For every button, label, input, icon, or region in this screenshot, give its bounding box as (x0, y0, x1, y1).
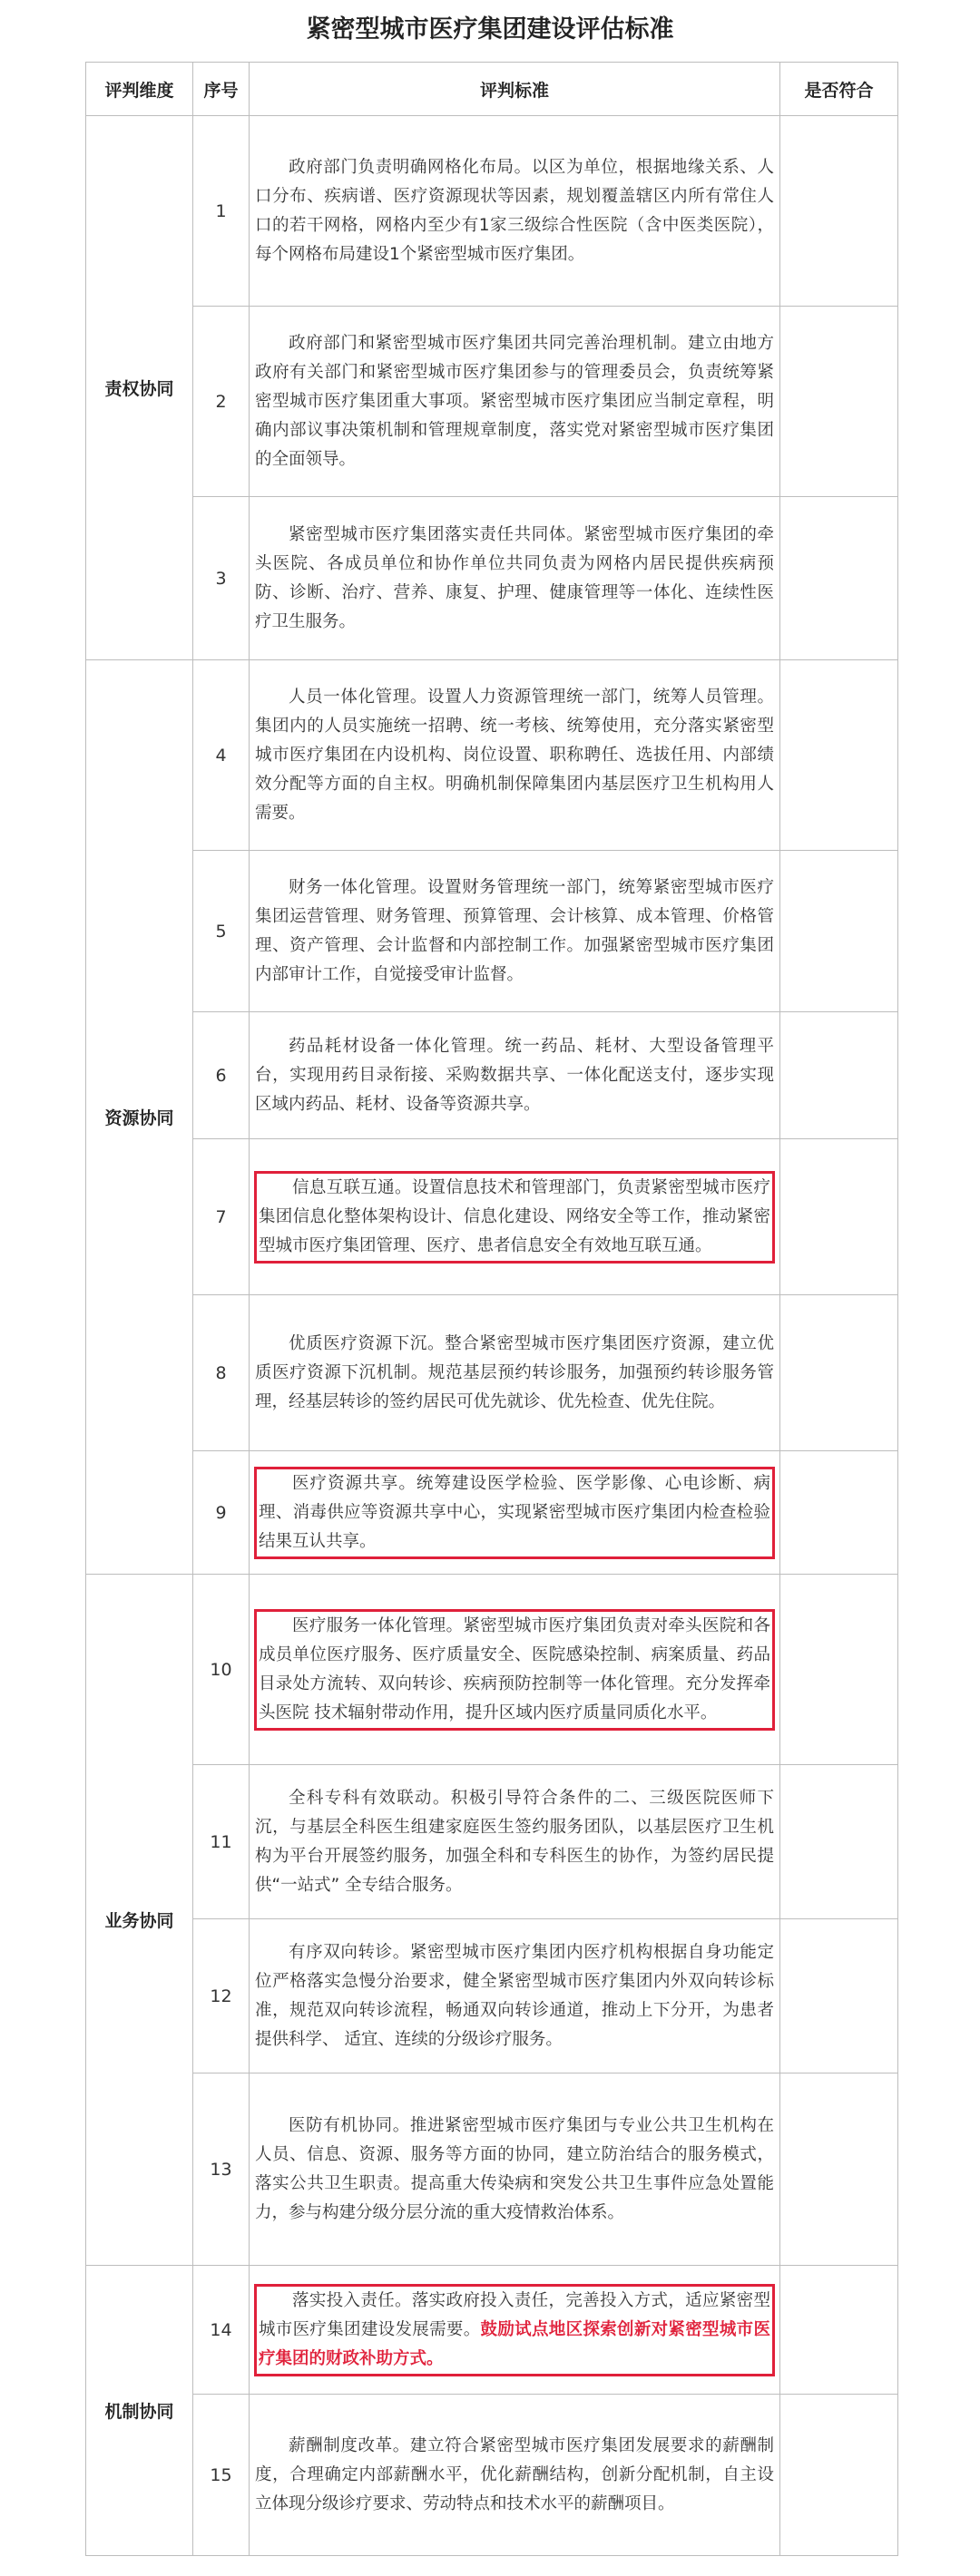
criteria-cell-highlighted (250, 1139, 780, 1295)
criteria-cell-highlighted (250, 1575, 780, 1765)
conform-cell[interactable] (780, 1451, 898, 1575)
row-number-cell: 12 (193, 1919, 250, 2073)
criteria-cell (250, 1919, 780, 2073)
conform-cell[interactable] (780, 2073, 898, 2266)
header-no: 序号 (193, 63, 250, 116)
criteria-text-block (255, 329, 774, 474)
conform-cell[interactable] (780, 2395, 898, 2556)
conform-cell[interactable] (780, 497, 898, 660)
dimension-cell: 责权协同 (86, 116, 193, 660)
table-row (86, 307, 898, 497)
criteria-cell (250, 1295, 780, 1451)
criteria-text-block (255, 521, 774, 637)
row-number-cell: 14 (193, 2266, 250, 2395)
row-number-cell: 5 (193, 851, 250, 1012)
conform-cell[interactable] (780, 851, 898, 1012)
table-row (86, 660, 898, 851)
table-row (86, 1012, 898, 1139)
criteria-text: 全科专科有效联动。积极引导符合条件的二、三级医院医师下沉，与基层全科医生组建家庭医生签约服务团队，以基层医疗卫生机构为平台开展签约服务，加强全科和专科医生的协作，为签约居民提供“一站式” 全专结合服务。 (255, 1788, 774, 1895)
criteria-cell (250, 851, 780, 1012)
criteria-cell (250, 2395, 780, 2556)
criteria-cell-highlighted (250, 1451, 780, 1575)
table-header-row (86, 63, 898, 116)
highlight-box (255, 1172, 774, 1263)
row-number-cell: 15 (193, 2395, 250, 2556)
conform-cell[interactable] (780, 660, 898, 851)
conform-cell[interactable] (780, 1295, 898, 1451)
highlight-box (255, 1610, 774, 1730)
criteria-text-block (255, 873, 774, 990)
criteria-text-block (255, 2432, 774, 2519)
table-row (86, 1765, 898, 1919)
criteria-cell (250, 307, 780, 497)
table-row (86, 2395, 898, 2556)
row-number-cell: 4 (193, 660, 250, 851)
header-criteria: 评判标准 (250, 63, 780, 116)
criteria-text: 政府部门负责明确网格化布局。以区为单位，根据地缘关系、人口分布、疾病谱、医疗资源现状等因素，规划覆盖辖区内所有常住人口的若干网格，网格内至少有1家三级综合性医院（含中医类医院），每个网格布局建设1个紧密型城市医疗集团。 (255, 157, 774, 264)
criteria-text: 药品耗材设备一体化管理。统一药品、耗材、大型设备管理平台，实现用药目录衔接、采购数据共享、一体化配送支付，逐步实现区域内药品、耗材、设备等资源共享。 (255, 1036, 774, 1114)
table-row (86, 116, 898, 307)
criteria-text: 薪酬制度改革。建立符合紧密型城市医疗集团发展要求的薪酬制度，合理确定内部薪酬水平，优化薪酬结构，创新分配机制，自主设立体现分级诊疗要求、劳动特点和技术水平的薪酬项目。 (255, 2435, 774, 2513)
criteria-cell (250, 2073, 780, 2266)
criteria-text: 政府部门和紧密型城市医疗集团共同完善治理机制。建立由地方政府有关部门和紧密型城市医疗集团参与的管理委员会，负责统筹紧密型城市医疗集团重大事项。紧密型城市医疗集团应当制定章程，明确内部议事决策机制和管理规章制度，落实党对紧密型城市医疗集团的全面领导。 (255, 333, 774, 469)
dimension-cell: 资源协同 (86, 660, 193, 1575)
conform-cell[interactable] (780, 2266, 898, 2395)
header-conform: 是否符合 (780, 63, 898, 116)
row-number-cell: 9 (193, 1451, 250, 1575)
conform-cell[interactable] (780, 1575, 898, 1765)
dimension-cell: 机制协同 (86, 2266, 193, 2556)
page-title: 紧密型城市医疗集团建设评估标准 (306, 15, 674, 44)
criteria-cell (250, 497, 780, 660)
criteria-text: 人员一体化管理。设置人力资源管理统一部门，统筹人员管理。集团内的人员实施统一招聘、统一考核、统筹使用，充分落实紧密型城市医疗集团在内设机构、岗位设置、职称聘任、选拔任用、内部绩效分配等方面的自主权。明确机制保障集团内基层医疗卫生机构用人需要。 (255, 687, 774, 823)
row-number-cell: 10 (193, 1575, 250, 1765)
criteria-cell (250, 116, 780, 307)
conform-cell[interactable] (780, 116, 898, 307)
table-row (86, 2266, 898, 2395)
criteria-cell (250, 660, 780, 851)
row-number-cell: 13 (193, 2073, 250, 2266)
criteria-text: 财务一体化管理。设置财务管理统一部门，统筹紧密型城市医疗集团运营管理、财务管理、预算管理、会计核算、成本管理、价格管理、资产管理、会计监督和内部控制工作。加强紧密型城市医疗集团内部审计工作，自觉接受审计监督。 (255, 877, 774, 984)
conform-cell[interactable] (780, 1139, 898, 1295)
criteria-text-block (255, 1032, 774, 1119)
table-row (86, 497, 898, 660)
criteria-emphasis-text: 鼓励试点地区探索创新对紧密型城市医疗集团的财政补助方式。 (259, 2319, 770, 2368)
row-number-cell: 6 (193, 1012, 250, 1139)
conform-cell[interactable] (780, 1765, 898, 1919)
table-row (86, 1451, 898, 1575)
highlight-box (255, 2285, 774, 2376)
criteria-text: 信息互联互通。设置信息技术和管理部门，负责紧密型城市医疗集团信息化整体架构设计、信息化建设、网络安全等工作，推动紧密型城市医疗集团管理、医疗、患者信息安全有效地互联互通。 (259, 1177, 770, 1255)
table-row (86, 2073, 898, 2266)
table-body (86, 116, 898, 2556)
criteria-text-block (255, 1330, 774, 1417)
table-row (86, 1295, 898, 1451)
table-row (86, 1575, 898, 1765)
criteria-text: 落实投入责任。落实政府投入责任，完善投入方式，适应紧密型城市医疗集团建设发展需要。 (259, 2290, 770, 2339)
criteria-cell (250, 1765, 780, 1919)
header-dimension: 评判维度 (86, 63, 193, 116)
criteria-text: 有序双向转诊。紧密型城市医疗集团内医疗机构根据自身功能定位严格落实急慢分治要求，健全紧密型城市医疗集团内外双向转诊标准，规范双向转诊流程，畅通双向转诊通道，推动上下分开，为患者提供科学、 适宜、连续的分级诊疗服务。 (255, 1942, 774, 2049)
row-number-cell: 7 (193, 1139, 250, 1295)
criteria-cell (250, 1012, 780, 1139)
criteria-text: 紧密型城市医疗集团落实责任共同体。紧密型城市医疗集团的牵头医院、各成员单位和协作单位共同负责为网格内居民提供疾病预防、诊断、治疗、营养、康复、护理、健康管理等一体化、连续性医疗卫生服务。 (255, 524, 774, 631)
criteria-text-block (255, 1938, 774, 2054)
dimension-cell: 业务协同 (86, 1575, 193, 2266)
criteria-text: 医疗资源共享。统筹建设医学检验、医学影像、心电诊断、病理、消毒供应等资源共享中心，实现紧密型城市医疗集团内检查检验结果互认共享。 (259, 1473, 770, 1551)
highlight-box (255, 1468, 774, 1558)
conform-cell[interactable] (780, 1012, 898, 1139)
row-number-cell: 3 (193, 497, 250, 660)
criteria-cell-highlighted (250, 2266, 780, 2395)
criteria-text-block (255, 1784, 774, 1900)
criteria-text-block (255, 2112, 774, 2228)
table-row (86, 1139, 898, 1295)
row-number-cell: 8 (193, 1295, 250, 1451)
criteria-text-block (255, 153, 774, 269)
criteria-text: 医防有机协同。推进紧密型城市医疗集团与专业公共卫生机构在人员、信息、资源、服务等方面的协同，建立防治结合的服务模式，落实公共卫生职责。提高重大传染病和突发公共卫生事件应急处置能力，参与构建分级分层分流的重大疫情救治体系。 (255, 2115, 774, 2222)
evaluation-table (85, 62, 898, 2556)
criteria-text: 医疗服务一体化管理。紧密型城市医疗集团负责对牵头医院和各成员单位医疗服务、医疗质量安全、医院感染控制、病案质量、药品目录处方流转、双向转诊、疾病预防控制等一体化管理。充分发挥牵头医院 技术辐射带动作用，提升区域内医疗质量同质化水平。 (259, 1615, 770, 1722)
row-number-cell: 1 (193, 116, 250, 307)
conform-cell[interactable] (780, 1919, 898, 2073)
conform-cell[interactable] (780, 307, 898, 497)
criteria-text: 优质医疗资源下沉。整合紧密型城市医疗集团医疗资源，建立优质医疗资源下沉机制。规范基层预约转诊服务，加强预约转诊服务管理，经基层转诊的签约居民可优先就诊、优先检查、优先住院。 (255, 1333, 774, 1411)
row-number-cell: 11 (193, 1765, 250, 1919)
row-number-cell: 2 (193, 307, 250, 497)
table-row (86, 851, 898, 1012)
criteria-text-block (255, 683, 774, 828)
table-row (86, 1919, 898, 2073)
